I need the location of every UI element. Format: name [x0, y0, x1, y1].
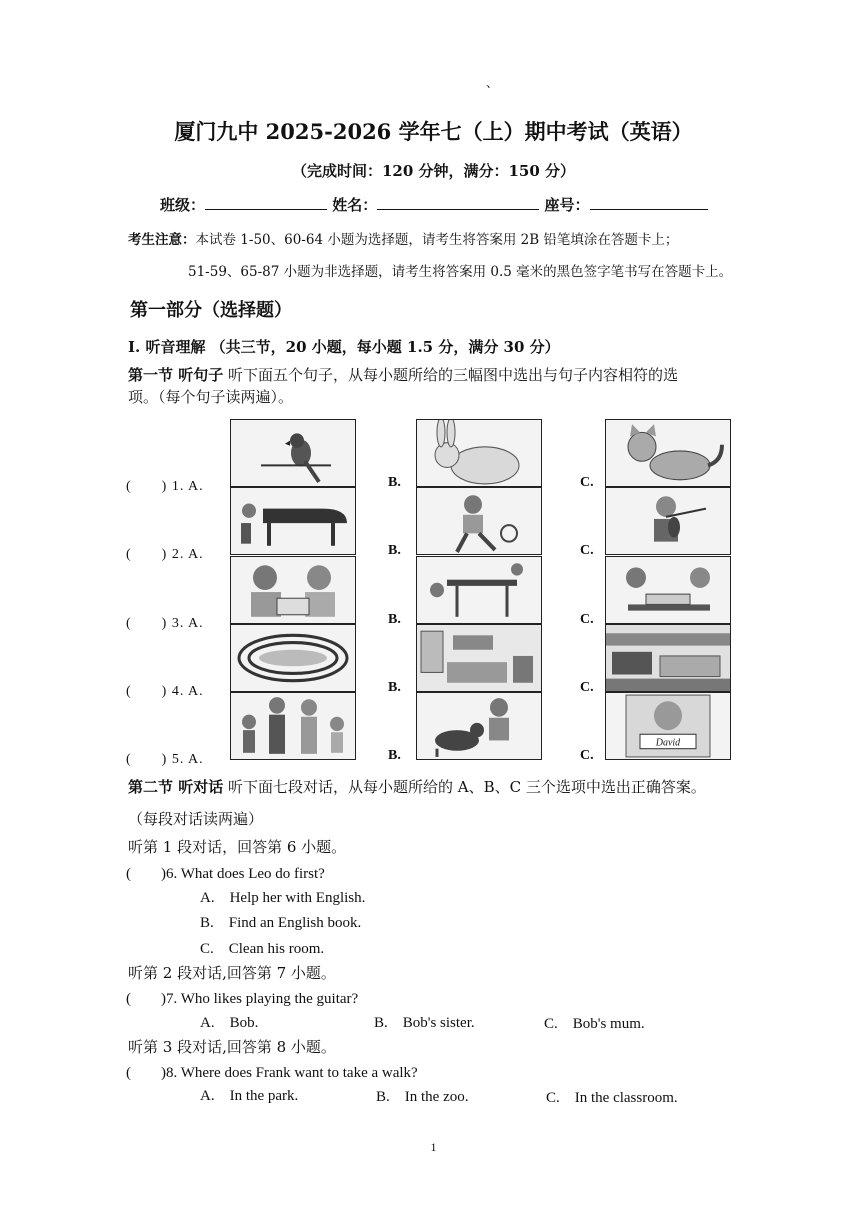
class-blank — [205, 195, 327, 210]
section-1-instr-a: 听下面五个句子，从每小题所给的三幅图中选出与句子内容相符的选 — [223, 366, 679, 384]
question-7-option-b: B. Bob's sister. — [374, 1015, 475, 1031]
question-7-option-a: A. Bob. — [200, 1015, 259, 1031]
tennis-picture — [416, 487, 542, 555]
dialog-3-intro: 听第 3 段对话,回答第 8 小题。 — [128, 1038, 336, 1056]
exam-title: 厦门九中 2025-2026 学年七（上）期中考试（英语） — [174, 119, 693, 144]
section-1-label: 第一节 听句子 — [128, 366, 224, 384]
cat-picture — [605, 419, 731, 487]
section-2-label: 第二节 听对话 — [128, 778, 224, 796]
name-blank — [377, 195, 539, 210]
option-b-label: B. — [388, 612, 401, 627]
question-7-option-c: C. Bob's mum. — [544, 1016, 645, 1032]
rabbit-picture — [416, 419, 542, 487]
option-b-label: B. — [388, 680, 401, 695]
question-6-stem: ( )6. What does Leo do first? — [126, 866, 325, 882]
boy-dog-picture — [416, 692, 542, 760]
option-b-label: B. — [388, 748, 401, 763]
question-8-option-a: A. In the park. — [200, 1088, 299, 1104]
question-8-option-b: B. In the zoo. — [376, 1089, 469, 1105]
picture-question-5-label: ( ) 5. A. — [126, 752, 204, 767]
question-8-option-c: C. In the classroom. — [546, 1090, 678, 1106]
question-6-option-c: C. Clean his room. — [200, 941, 325, 957]
picture-question-3-label: ( ) 3. A. — [126, 616, 204, 631]
picture-question-1-label: ( ) 1. A. — [126, 479, 204, 494]
picture-question-4-label: ( ) 4. A. — [126, 684, 204, 699]
option-c-label: C. — [580, 543, 594, 558]
stray-mark: 、 — [486, 76, 499, 90]
dialog-2-intro: 听第 2 段对话,回答第 7 小题。 — [128, 964, 336, 982]
section-1-instructions — [128, 364, 678, 385]
notice-line-1 — [128, 228, 678, 248]
picture-question-2-label: ( ) 2. A. — [126, 547, 204, 562]
seat-label: 座号： — [544, 196, 590, 214]
bedroom-picture — [416, 624, 542, 692]
family-picture — [230, 692, 356, 760]
section-I-heading: I. 听音理解 （共三节，20 小题，每小题 1.5 分，满分 30 分） — [128, 338, 560, 356]
parrot-picture — [230, 419, 356, 487]
student-info-fields — [160, 194, 708, 215]
reading-picture — [230, 556, 356, 624]
kitchen-picture — [605, 624, 731, 692]
chess-picture — [605, 556, 731, 624]
david-sign-picture — [605, 692, 731, 760]
option-c-label: C. — [580, 475, 594, 490]
name-label: 姓名： — [332, 196, 378, 214]
exam-subtitle: （完成时间：120 分钟，满分：150 分） — [291, 162, 576, 180]
section-2-instr-b: （每段对话读两遍） — [128, 810, 264, 828]
question-8-stem: ( )8. Where does Frank want to take a walk? — [126, 1065, 418, 1081]
option-c-label: C. — [580, 612, 594, 627]
ping-pong-picture — [416, 556, 542, 624]
piano-picture — [230, 487, 356, 555]
notice-line-2: 51-59、65-87 小题为非选择题，请考生将答案用 0.5 毫米的黑色签字笔书写在答题卡上。 — [188, 264, 733, 280]
svg-text:David: David — [655, 737, 681, 749]
seat-blank — [590, 195, 708, 210]
notice-label: 考生注意： — [128, 232, 196, 248]
question-6-option-a: A. Help her with English. — [200, 890, 366, 906]
option-c-label: C. — [580, 680, 594, 695]
track-picture — [230, 624, 356, 692]
option-b-label: B. — [388, 543, 401, 558]
class-label: 班级： — [160, 196, 206, 214]
option-c-label: C. — [580, 748, 594, 763]
section-1-instr-b: 项。（每个句子读两遍）。 — [128, 388, 294, 406]
option-b-label: B. — [388, 475, 401, 490]
notice-text-1: 本试卷 1-50、60-64 小题为选择题，请考生将答案用 2B 铅笔填涂在答题卡上； — [195, 232, 679, 248]
dialog-1-intro: 听第 1 段对话，回答第 6 小题。 — [128, 838, 347, 856]
violin-picture — [605, 487, 731, 555]
section-2-instructions — [128, 776, 706, 797]
section-2-instr-a: 听下面七段对话，从每小题所给的 A、B、C 三个选项中选出正确答案。 — [223, 778, 706, 796]
part-one-title: 第一部分（选择题） — [130, 300, 292, 321]
question-6-option-b: B. Find an English book. — [200, 915, 362, 931]
page-number: 1 — [430, 1140, 437, 1154]
question-7-stem: ( )7. Who likes playing the guitar? — [126, 991, 359, 1007]
